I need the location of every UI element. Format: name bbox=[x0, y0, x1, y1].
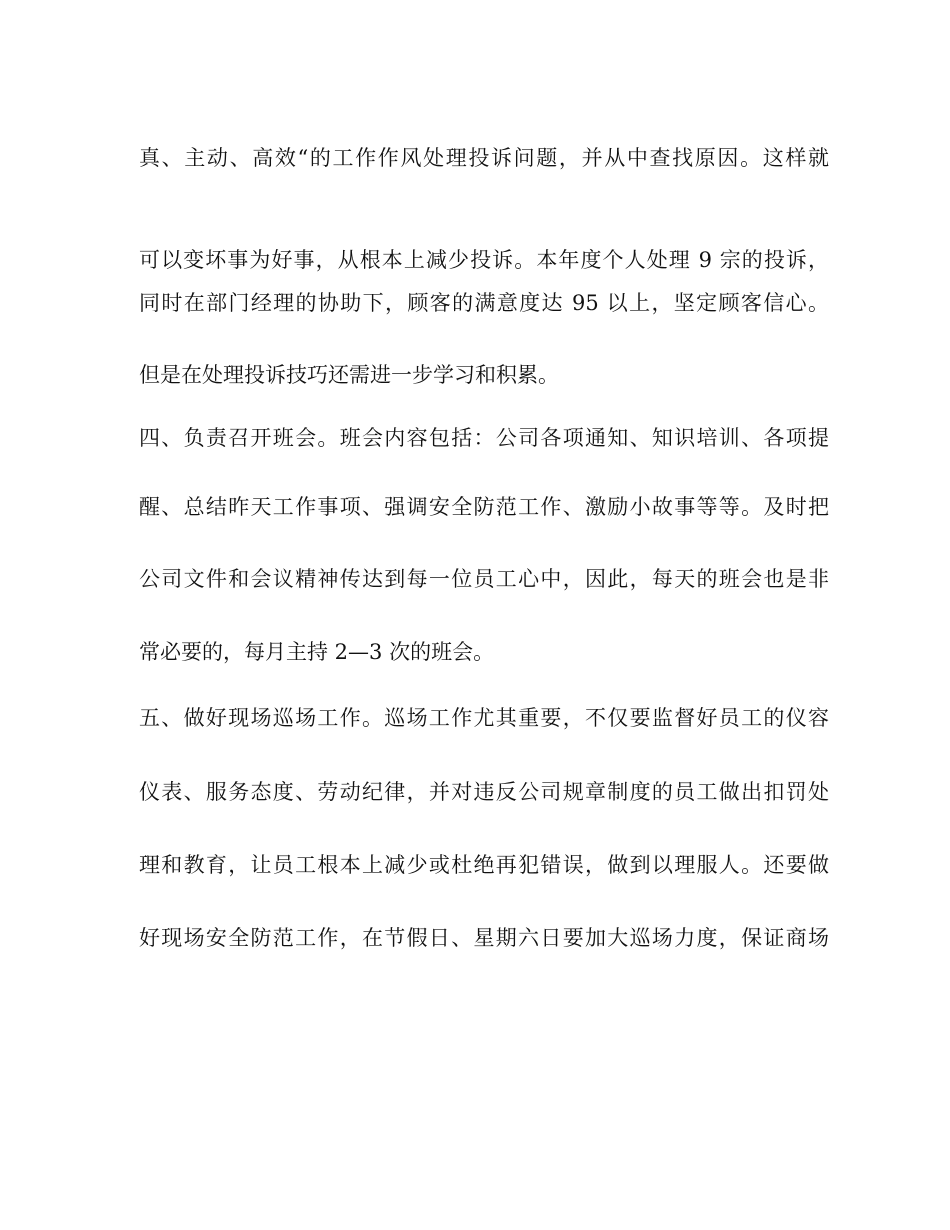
text-line-6: 醒、总结昨天工作事项、强调安全防范工作、激励小故事等等。及时把 bbox=[139, 495, 829, 519]
text-line-11: 理和教育，让员工根本上减少或杜绝再犯错误，做到以理服人。还要做 bbox=[139, 853, 829, 877]
text-line-12: 好现场安全防范工作，在节假日、星期六日要加大巡场力度，保证商场 bbox=[139, 926, 829, 950]
text-line-1: 真、主动、高效“的工作作风处理投诉问题，并从中查找原因。这样就 bbox=[139, 146, 829, 170]
text-line-4: 但是在处理投诉技巧还需进一步学习和积累。 bbox=[139, 363, 559, 387]
text-line-9: 五、做好现场巡场工作。巡场工作尤其重要，不仅要监督好员工的仪容 bbox=[139, 706, 829, 730]
text-line-8: 常必要的，每月主持 2—3 次的班会。 bbox=[139, 640, 495, 664]
text-line-5: 四、负责召开班会。班会内容包括：公司各项通知、知识培训、各项提 bbox=[139, 426, 829, 450]
text-line-10: 仪表、服务态度、劳动纪律，并对违反公司规章制度的员工做出扣罚处 bbox=[139, 780, 829, 804]
text-line-7: 公司文件和会议精神传达到每一位员工心中，因此，每天的班会也是非 bbox=[139, 567, 829, 591]
text-line-2: 可以变坏事为好事，从根本上减少投诉。本年度个人处理 9 宗的投诉， bbox=[139, 248, 829, 272]
text-line-3: 同时在部门经理的协助下，顾客的满意度达 95 以上，坚定顾客信心。 bbox=[139, 291, 829, 315]
